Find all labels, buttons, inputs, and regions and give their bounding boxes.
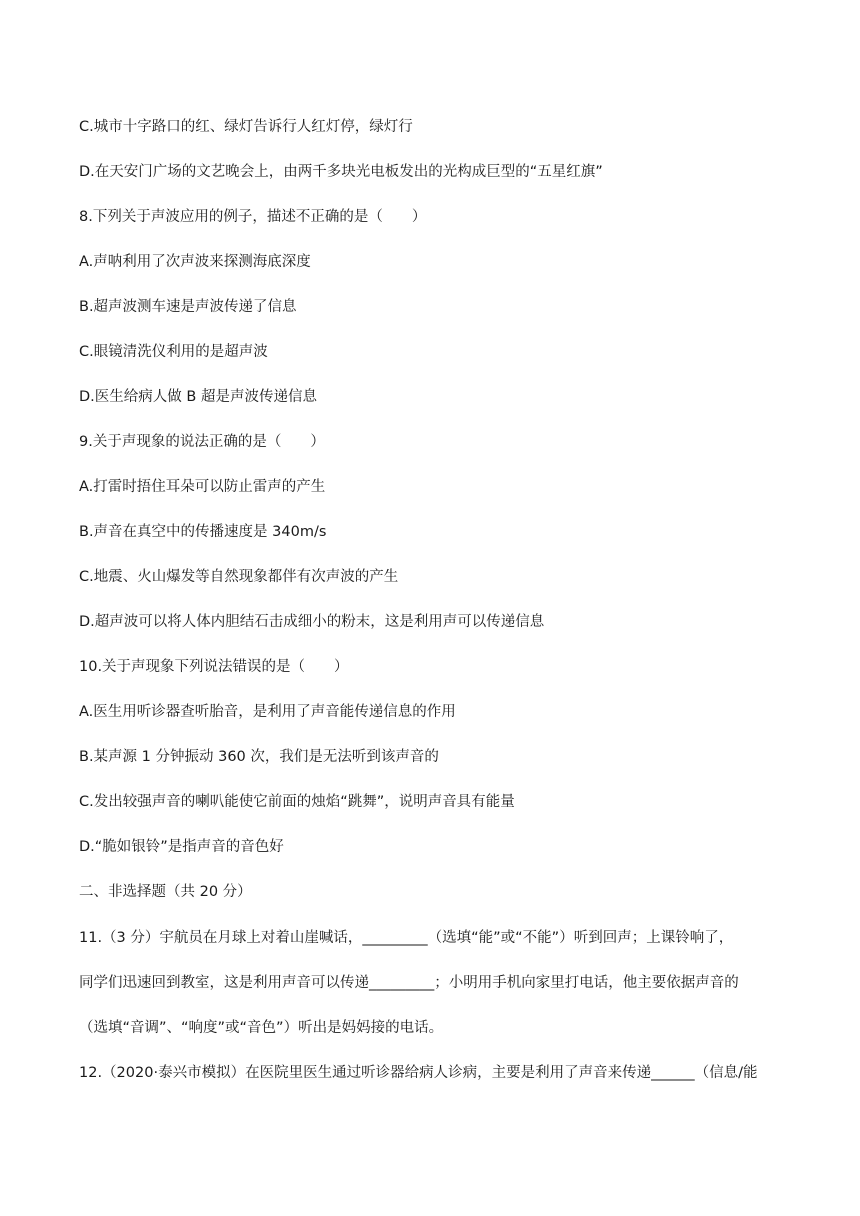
option-7d: D.在天安门广场的文艺晚会上，由两千多块光电板发出的光构成巨型的“五星红旗”	[79, 164, 603, 180]
question-8: 8.下列关于声波应用的例子，描述不正确的是（ ）	[79, 209, 427, 225]
option-10b: B.某声源 1 分钟振动 360 次，我们是无法听到该声音的	[79, 749, 439, 765]
option-10a: A.医生用听诊器查听胎音，是利用了声音能传递信息的作用	[79, 704, 456, 720]
option-10d: D.“脆如银铃”是指声音的音色好	[79, 839, 284, 855]
option-10c: C.发出较强声音的喇叭能使它前面的烛焰“跳舞”，说明声音具有能量	[79, 794, 515, 810]
option-7c: C.城市十字路口的红、绿灯告诉行人红灯停，绿灯行	[79, 119, 413, 135]
option-8c: C.眼镜清洗仪利用的是超声波	[79, 344, 268, 360]
question-11-line-3: （选填“音调”、“响度”或“音色”）听出是妈妈接的电话。	[79, 1020, 444, 1036]
question-11-line-2: 同学们迅速回到教室，这是利用声音可以传递_________；小明用手机向家里打电话，他主要依据声音的	[79, 975, 739, 991]
question-10: 10.关于声现象下列说法错误的是（ ）	[79, 659, 349, 675]
question-12-line-1: 12.（2020·泰兴市模拟）在医院里医生通过听诊器给病人诊病，主要是利用了声音来传递______（信息/能	[79, 1065, 758, 1081]
question-9: 9.关于声现象的说法正确的是（ ）	[79, 434, 325, 450]
option-9c: C.地震、火山爆发等自然现象都伴有次声波的产生	[79, 569, 399, 585]
section-heading: 二、非选择题（共 20 分）	[79, 884, 252, 900]
question-11-line-1: 11.（3 分）宇航员在月球上对着山崖喊话，_________（选填“能”或“不能”）听到回声；上课铃响了，	[79, 930, 734, 946]
option-8b: B.超声波测车速是声波传递了信息	[79, 299, 297, 315]
option-8d: D.医生给病人做 B 超是声波传递信息	[79, 389, 317, 405]
option-9b: B.声音在真空中的传播速度是 340m/s	[79, 524, 327, 540]
option-8a: A.声呐利用了次声波来探测海底深度	[79, 254, 311, 270]
option-9a: A.打雷时捂住耳朵可以防止雷声的产生	[79, 479, 326, 495]
option-9d: D.超声波可以将人体内胆结石击成细小的粉末，这是利用声可以传递信息	[79, 614, 545, 630]
